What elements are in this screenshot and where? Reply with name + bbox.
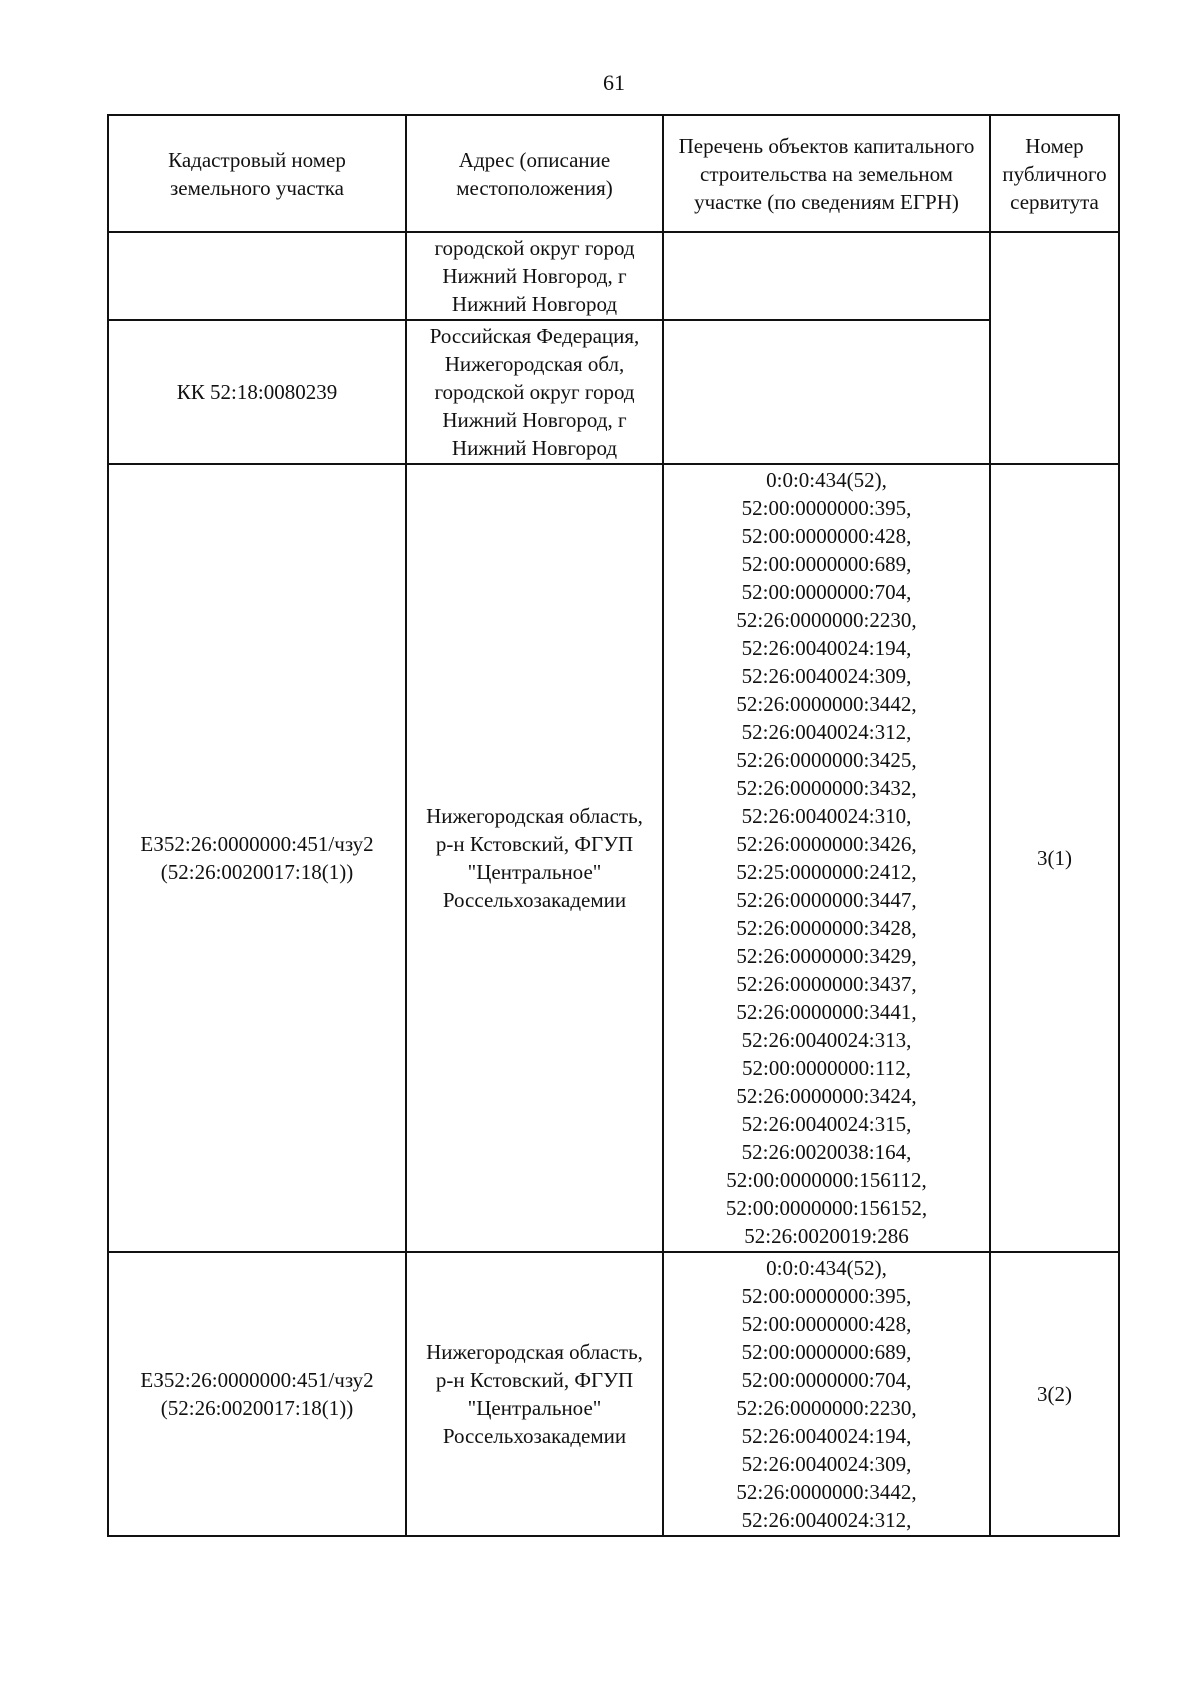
cadastral-line: (52:26:0020017:18(1)) (160, 1396, 354, 1420)
object-line: 52:26:0000000:3437, (736, 972, 917, 996)
object-line: 52:26:0040024:310, (741, 804, 912, 828)
cadastral-cell (108, 464, 406, 1252)
object-line: 52:26:0040024:315, (741, 1112, 912, 1136)
table-row (108, 232, 1119, 320)
object-line: 52:00:0000000:112, (742, 1056, 911, 1080)
object-line: 52:26:0040024:194, (741, 636, 912, 660)
cadastral-line: ЕЗ52:26:0000000:451/чзу2 (140, 1368, 374, 1392)
object-line: 52:00:0000000:156112, (726, 1168, 927, 1192)
object-line: 52:26:0040024:312, (741, 1508, 912, 1532)
object-line: 52:00:0000000:689, (741, 552, 912, 576)
object-line: 52:26:0040024:312, (741, 720, 912, 744)
objects-cell (663, 464, 990, 1252)
object-line: 52:26:0040024:309, (741, 1452, 912, 1476)
header-servitude-number: Номер публичного сервитута (990, 115, 1119, 232)
cadastral-line: ЕЗ52:26:0000000:451/чзу2 (140, 832, 374, 856)
cadastral-cell (108, 232, 406, 320)
object-line: 52:26:0040024:309, (741, 664, 912, 688)
address-line: городской округ город (434, 380, 635, 404)
table-row (108, 320, 1119, 464)
object-line: 52:00:0000000:395, (741, 496, 912, 520)
object-line: 52:00:0000000:704, (741, 1368, 912, 1392)
address-line: Нижний Новгород, г (442, 408, 627, 432)
servitude-cell: 3(2) (990, 1252, 1119, 1536)
address-cell (406, 320, 663, 464)
object-line: 52:26:0000000:3424, (736, 1084, 917, 1108)
address-line: Нижегородская обл, (444, 352, 625, 376)
address-cell (406, 1252, 663, 1536)
address-line: "Центральное" (467, 860, 602, 884)
servitude-table (107, 114, 1120, 1537)
objects-cell (663, 232, 990, 320)
servitude-cell (990, 232, 1119, 464)
page-number: 61 (603, 70, 625, 95)
header-objects-list: Перечень объектов капитального строительства на земельном участке (по сведениям ЕГРН) (663, 115, 990, 232)
cadastral-cell: КК 52:18:0080239 (108, 320, 406, 464)
address-line: Российская Федерация, (429, 324, 640, 348)
object-line: 52:26:0000000:3442, (736, 692, 917, 716)
object-line: 52:26:0040024:194, (741, 1424, 912, 1448)
table-row (108, 464, 1119, 1252)
object-line: 52:26:0000000:3425, (736, 748, 917, 772)
table-header-row (108, 115, 1119, 232)
address-line: Нижегородская область, (426, 1340, 643, 1364)
object-line: 52:26:0020038:164, (741, 1140, 912, 1164)
object-line: 52:00:0000000:704, (741, 580, 912, 604)
object-line: 52:00:0000000:428, (741, 1312, 912, 1336)
object-line: 52:26:0000000:3428, (736, 916, 917, 940)
address-line: Нижний Новгород (451, 436, 618, 460)
cadastral-cell (108, 1252, 406, 1536)
address-line: Нижний Новгород (451, 292, 618, 316)
address-line: городской округ город (434, 236, 635, 260)
address-cell (406, 464, 663, 1252)
object-line: 52:26:0000000:3432, (736, 776, 917, 800)
object-line: 52:25:0000000:2412, (736, 860, 917, 884)
address-line: Нижегородская область, (426, 804, 643, 828)
objects-cell (663, 1252, 990, 1536)
object-line: 0:0:0:434(52), (766, 468, 887, 492)
cadastral-line: (52:26:0020017:18(1)) (160, 860, 354, 884)
object-line: 52:00:0000000:395, (741, 1284, 912, 1308)
object-line: 52:00:0000000:689, (741, 1340, 912, 1364)
address-line: Нижний Новгород, г (442, 264, 627, 288)
object-line: 52:26:0040024:313, (741, 1028, 912, 1052)
address-line: р-н Кстовский, ФГУП (435, 1368, 634, 1392)
header-cadastral-number: Кадастровый номер земельного участка (108, 115, 406, 232)
servitude-cell: 3(1) (990, 464, 1119, 1252)
object-line: 52:26:0020019:286 (744, 1224, 909, 1248)
address-line: р-н Кстовский, ФГУП (435, 832, 634, 856)
object-line: 52:00:0000000:156152, (725, 1196, 928, 1220)
object-line: 52:26:0000000:2230, (736, 1396, 917, 1420)
object-line: 52:26:0000000:3441, (736, 1000, 917, 1024)
object-line: 52:26:0000000:3447, (736, 888, 917, 912)
object-line: 52:00:0000000:428, (741, 524, 912, 548)
object-line: 52:26:0000000:3426, (736, 832, 917, 856)
object-line: 52:26:0000000:3442, (736, 1480, 917, 1504)
objects-cell (663, 320, 990, 464)
address-line: "Центральное" (467, 1396, 602, 1420)
header-address: Адрес (описание местоположения) (406, 115, 663, 232)
object-line: 52:26:0000000:2230, (736, 608, 917, 632)
table-row (108, 1252, 1119, 1536)
object-line: 52:26:0000000:3429, (736, 944, 917, 968)
address-line: Россельхозакадемии (442, 1424, 627, 1448)
address-cell (406, 232, 663, 320)
object-line: 0:0:0:434(52), (766, 1256, 887, 1280)
address-line: Россельхозакадемии (442, 888, 627, 912)
